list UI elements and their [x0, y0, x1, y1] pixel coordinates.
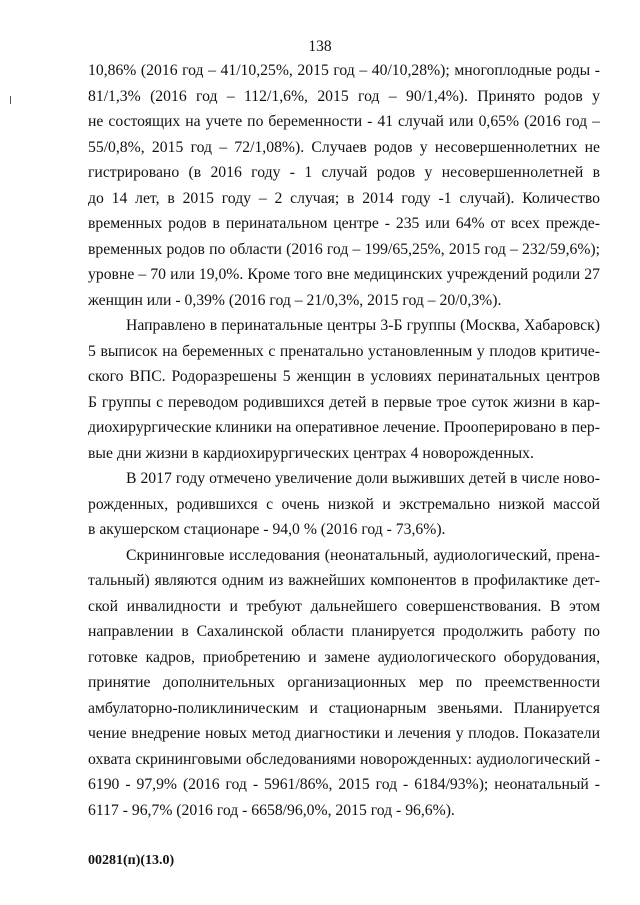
text-line: до 14 лет, в 2015 году – 2 случая; в 2014 году -1 случай). Количество [88, 189, 600, 207]
text-line: диохирургические клиники на оперативное лечение. Прооперировано в пер- [88, 419, 600, 436]
text-line: принятие дополнительных организационных мер по преемственности [88, 674, 600, 691]
text-line: Направлено в перинатальные центры 3-Б группы (Москва, Хабаровск) [126, 317, 600, 334]
text-line: уровне – 70 или 19,0%. Кроме того вне медицинских учреждений родили 27 [88, 266, 600, 283]
page-number: 138 [308, 38, 332, 55]
text-line: женщин или - 0,39% (2016 год – 21/0,3%, 2015 год – 20/0,3%). [88, 291, 502, 309]
text-line: ской инвалидности и требуют дальнейшего совершенствования. В этом [88, 597, 600, 615]
text-line: 5 выписок на беременных с пренатально установленным у плодов критиче- [88, 342, 600, 360]
text-line: в акушерском стационаре - 94,0 % (2016 год - 73,6%). [88, 521, 446, 538]
text-line: амбулаторно-поликлиническим и стационарным звеньями. Планируется [88, 699, 600, 717]
margin-mark [10, 96, 11, 104]
text-line: В 2017 году отмечено увеличение доли выживших детей в числе ново- [126, 470, 600, 487]
text-line: ского ВПС. Родоразрешены 5 женщин в условиях перинатальных центров [88, 368, 600, 385]
text-line: рожденных, родившихся с очень низкой и экстремально низкой массой [88, 495, 600, 513]
document-code: 00281(п)(13.0) [88, 853, 175, 868]
text-line: гистрировано (в 2016 году - 1 случай родов у несовершеннолетней в [88, 164, 600, 181]
text-line: готовке кадров, приобретению и замене аудиологического оборудования, [88, 648, 600, 666]
text-line: направлении в Сахалинской области планируется продолжить работу по [88, 623, 600, 640]
text-line: Б группы с переводом родившихся детей в первые трое суток жизни в кар- [88, 393, 600, 411]
text-line: тальный) являются одним из важнейших компонентов в профилактике дет- [88, 572, 600, 589]
text-line: не состоящих на учете по беременности - 41 случай или 0,65% (2016 год – [88, 113, 600, 130]
text-line: охвата скрининговыми обследованиями новорожденных: аудиологический - [88, 750, 600, 768]
text-line: 55/0,8%, 2015 год – 72/1,08%). Случаев родов у несовершеннолетних не [88, 138, 600, 156]
text-line: 6117 - 96,7% (2016 год - 6658/96,0%, 2015 год - 96,6%). [88, 801, 455, 819]
text-line: временных родов в перинатальном центре - 235 или 64% от всех прежде- [88, 215, 600, 232]
text-line: чение внедрение новых метод диагностики и лечения у плодов. Показатели [88, 725, 600, 742]
text-line: вые дни жизни в кардиохирургических центрах 4 новорожденных. [88, 444, 534, 462]
text-line: 81/1,3% (2016 год – 112/1,6%, 2015 год – 90/1,4%). Принято родов у [88, 87, 600, 105]
document-body [88, 58, 600, 823]
text-line: временных родов по области (2016 год – 199/65,25%, 2015 год – 232/59,6%); [88, 240, 600, 258]
text-line: 6190 - 97,9% (2016 год - 5961/86%, 2015 год - 6184/93%); неонатальный - [88, 776, 600, 793]
text-line: 10,86% (2016 год – 41/10,25%, 2015 год – 40/10,28%); многоплодные роды - [88, 62, 600, 79]
text-line: Скрининговые исследования (неонатальный, аудиологический, прена- [126, 546, 600, 564]
